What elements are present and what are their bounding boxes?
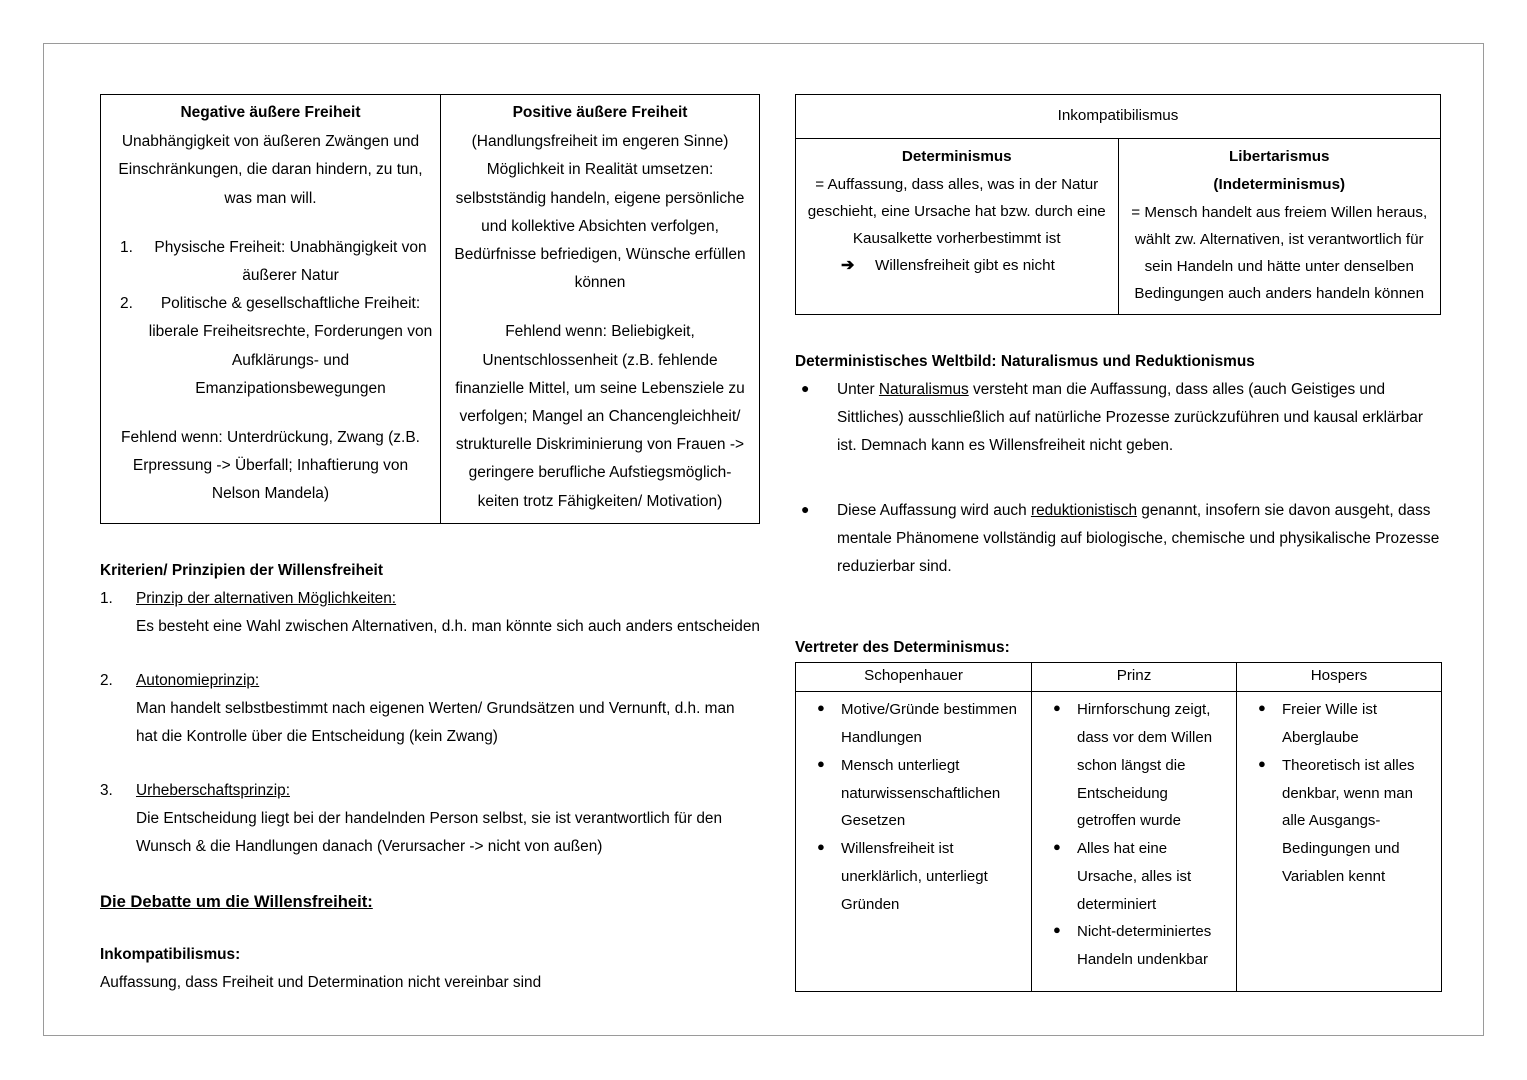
debatte-body: Auffassung, dass Freiheit und Determination nicht vereinbar sind xyxy=(100,974,542,992)
positive-freedom-intro: Möglichkeit in Realität umsetzen: selbstständig handeln, eigene persönliche und kollektive Absichten verfolgen, Bedürfnisse befriedigen, Wünsche erfüllen können xyxy=(454,161,746,292)
table-header-row xyxy=(796,663,1442,692)
bullet-icon: ● xyxy=(801,501,810,518)
item-title: Autonomieprinzip: xyxy=(136,671,260,689)
list-item xyxy=(803,835,1024,918)
bullet-icon: ● xyxy=(817,755,825,771)
right-column xyxy=(795,94,1441,992)
bullet-icon: ● xyxy=(1053,839,1061,855)
spacer xyxy=(448,297,752,318)
point-text: Willensfreiheit ist unerklärlich, unterliegt Gründen xyxy=(841,840,988,913)
arrow-right-icon: ➔ xyxy=(841,257,855,275)
list-number: 1. xyxy=(100,589,113,607)
positive-freedom-title: Positive äußere Freiheit xyxy=(512,104,688,121)
left-column xyxy=(100,94,760,996)
freedom-types-table xyxy=(100,94,760,524)
point-text: Freier Wille ist Aberglaube xyxy=(1282,701,1378,747)
determinismus-body: = Auffassung, dass alles, was in der Natur geschieht, eine Ursache hat bzw. durch eine Kausalkette vorherbestimmt ist xyxy=(807,176,1106,248)
inkompatibilismus-table xyxy=(795,94,1441,315)
schopenhauer-cell xyxy=(796,692,1032,992)
spacer xyxy=(100,641,760,667)
point-text: Hirnforschung zeigt, dass vor dem Willen schon längst die Entscheidung getroffen wurde xyxy=(1077,701,1213,830)
list-item xyxy=(100,667,760,751)
spacer xyxy=(108,403,433,424)
negative-freedom-missing: Fehlend wenn: Unterdrückung, Zwang (z.B. Erpressung -> Überfall; Inhaftierung von Nelson Mandela) xyxy=(121,429,420,503)
list-item xyxy=(803,696,1024,752)
spacer xyxy=(795,315,1441,349)
bullet-icon: ● xyxy=(817,700,825,716)
spacer xyxy=(100,916,760,942)
point-text: Theoretisch ist alles denkbar, wenn man alle Ausgangs-Bedingungen und Variablen kennt xyxy=(1282,756,1415,885)
weltbild-heading: Deterministisches Weltbild: Naturalismus und Reduktionismus xyxy=(795,353,1255,371)
conclusion-text: Willensfreiheit gibt es nicht xyxy=(875,257,1055,275)
bullet-pre: Unter xyxy=(837,381,879,399)
weltbild-bullets xyxy=(795,376,1441,581)
list-item xyxy=(1244,752,1434,891)
bullet-icon: ● xyxy=(801,380,810,397)
list-number: 2. xyxy=(120,295,133,313)
list-item xyxy=(100,585,760,641)
point-text: Nicht-determiniertes Handeln undenkbar xyxy=(1077,923,1212,969)
libertarismus-title: Libertarismus xyxy=(1229,148,1330,166)
determinismus-title: Determinismus xyxy=(901,148,1012,166)
spacer xyxy=(795,601,1441,635)
vertreter-heading: Vertreter des Determinismus: xyxy=(795,639,1010,657)
positive-freedom-missing: Fehlend wenn: Beliebigkeit, Unentschlossenheit (z.B. fehlende finanzielle Mittel, um seine Lebensziele zu verfolgen; Mangel an Chancengleichheit/ strukturelle Diskriminierung von Frauen -> geringere berufliche Aufstiegsmöglich-keiten trotz Fähigkeiten/ Motivation) xyxy=(455,323,745,510)
bullet-icon: ● xyxy=(1258,700,1266,716)
negative-freedom-intro: Unabhängigkeit von äußeren Zwängen und Einschränkungen, die daran hindern, zu tun, was man will. xyxy=(118,133,423,207)
negative-freedom-cell xyxy=(101,95,441,524)
item-text: Man handelt selbstbestimmt nach eigenen Werten/ Grundsätzen und Vernunft, d.h. man hat die Kontrolle über die Entscheidung (kein Zwang) xyxy=(136,699,735,745)
bullet-body xyxy=(837,497,1441,581)
table-row xyxy=(101,95,760,524)
list-number: 2. xyxy=(100,671,113,689)
list-item xyxy=(795,497,1441,581)
item-title: Urheberschaftsprinzip: xyxy=(136,781,290,799)
kriterien-heading: Kriterien/ Prinzipien der Willensfreiheit xyxy=(100,561,383,579)
document-page xyxy=(43,43,1484,1036)
bullet-icon: ● xyxy=(817,839,825,855)
positive-freedom-subtitle: (Handlungsfreiheit im engeren Sinne) xyxy=(471,133,729,151)
item-title: Prinzip der alternativen Möglichkeiten: xyxy=(136,589,397,607)
item-text: Es besteht eine Wahl zwischen Alternativen, d.h. man könnte sich auch anders entscheiden xyxy=(136,617,760,635)
hospers-cell xyxy=(1237,692,1442,992)
bullet-icon: ● xyxy=(1258,755,1266,771)
debatte-subheading: Inkompatibilismus: xyxy=(100,946,241,964)
spacer xyxy=(100,861,760,887)
table-row xyxy=(796,692,1442,992)
list-item xyxy=(100,777,760,861)
spacer xyxy=(100,524,760,558)
list-item xyxy=(108,234,433,290)
list-item xyxy=(803,752,1024,835)
kriterien-list xyxy=(100,585,760,861)
list-item xyxy=(1244,696,1434,752)
debatte-heading: Die Debatte um die Willensfreiheit: xyxy=(100,892,373,912)
list-item xyxy=(1039,835,1229,918)
column-header-schopenhauer: Schopenhauer xyxy=(796,663,1032,692)
list-item xyxy=(1039,918,1229,974)
bullet-keyword: reduktionistisch xyxy=(1030,502,1138,520)
list-body xyxy=(136,667,760,751)
point-text: Mensch unterliegt naturwissenschaftlichen Gesetzen xyxy=(841,756,1001,830)
bullet-post: versteht man die Auffassung, dass alles (auch Geistiges und Sittliches) ausschließlich auf natürliche Prozesse zurückzuführen und kausal erklärbar ist. Demnach kann es Willensfreiheit nicht geben. xyxy=(837,381,1423,455)
list-item xyxy=(795,376,1441,460)
libertarismus-body: = Mensch handelt aus freiem Willen heraus, wählt zw. Alternativen, ist verantwortlich für sein Handeln und hätte unter denselben Bedingungen auch anders handeln können xyxy=(1131,204,1428,303)
positive-freedom-cell xyxy=(441,95,760,524)
spacer xyxy=(108,213,433,234)
libertarismus-subtitle: (Indeterminismus) xyxy=(1213,176,1346,194)
list-item xyxy=(108,290,433,403)
list-number: 1. xyxy=(120,238,133,256)
vertreter-table xyxy=(795,662,1442,992)
table-row xyxy=(796,95,1441,139)
negative-freedom-list xyxy=(108,234,433,403)
table-row xyxy=(796,139,1441,315)
column-header-hospers: Hospers xyxy=(1237,663,1442,692)
list-body xyxy=(136,777,760,861)
list-body xyxy=(136,585,760,641)
column-header-prinz: Prinz xyxy=(1032,663,1237,692)
bullet-post: genannt, insofern sie davon ausgeht, dass mentale Phänomene vollständig auf biologische, chemische und physikalische Prozesse reduzierbar sind. xyxy=(837,502,1440,576)
list-number: 3. xyxy=(100,781,113,799)
point-text: Alles hat eine Ursache, alles ist determiniert xyxy=(1077,840,1192,913)
inkompatibilismus-header: Inkompatibilismus xyxy=(796,95,1441,139)
determinismus-cell xyxy=(796,139,1119,315)
spacer xyxy=(795,480,1441,497)
negative-freedom-title: Negative äußere Freiheit xyxy=(180,104,361,121)
bullet-icon: ● xyxy=(1053,922,1061,938)
list-text: Politische & gesellschaftliche Freiheit: liberale Freiheitsrechte, Forderungen von Aufklärungs- und Emanzipationsbewegungen xyxy=(148,295,433,397)
bullet-icon: ● xyxy=(1053,700,1061,716)
list-item xyxy=(1039,696,1229,835)
prinz-cell xyxy=(1032,692,1237,992)
libertarismus-cell xyxy=(1118,139,1441,315)
point-text: Motive/Gründe bestimmen Handlungen xyxy=(841,701,1017,747)
determinismus-conclusion xyxy=(803,252,1111,279)
list-text: Physische Freiheit: Unabhängigkeit von äußerer Natur xyxy=(154,238,427,285)
bullet-pre: Diese Auffassung wird auch xyxy=(837,502,1031,520)
bullet-keyword: Naturalismus xyxy=(878,381,969,399)
item-text: Die Entscheidung liegt bei der handelnden Person selbst, sie ist verantwortlich für den Wunsch & die Handlungen danach (Verursacher -> nicht von außen) xyxy=(136,809,723,856)
spacer xyxy=(100,751,760,777)
bullet-body xyxy=(837,376,1441,460)
